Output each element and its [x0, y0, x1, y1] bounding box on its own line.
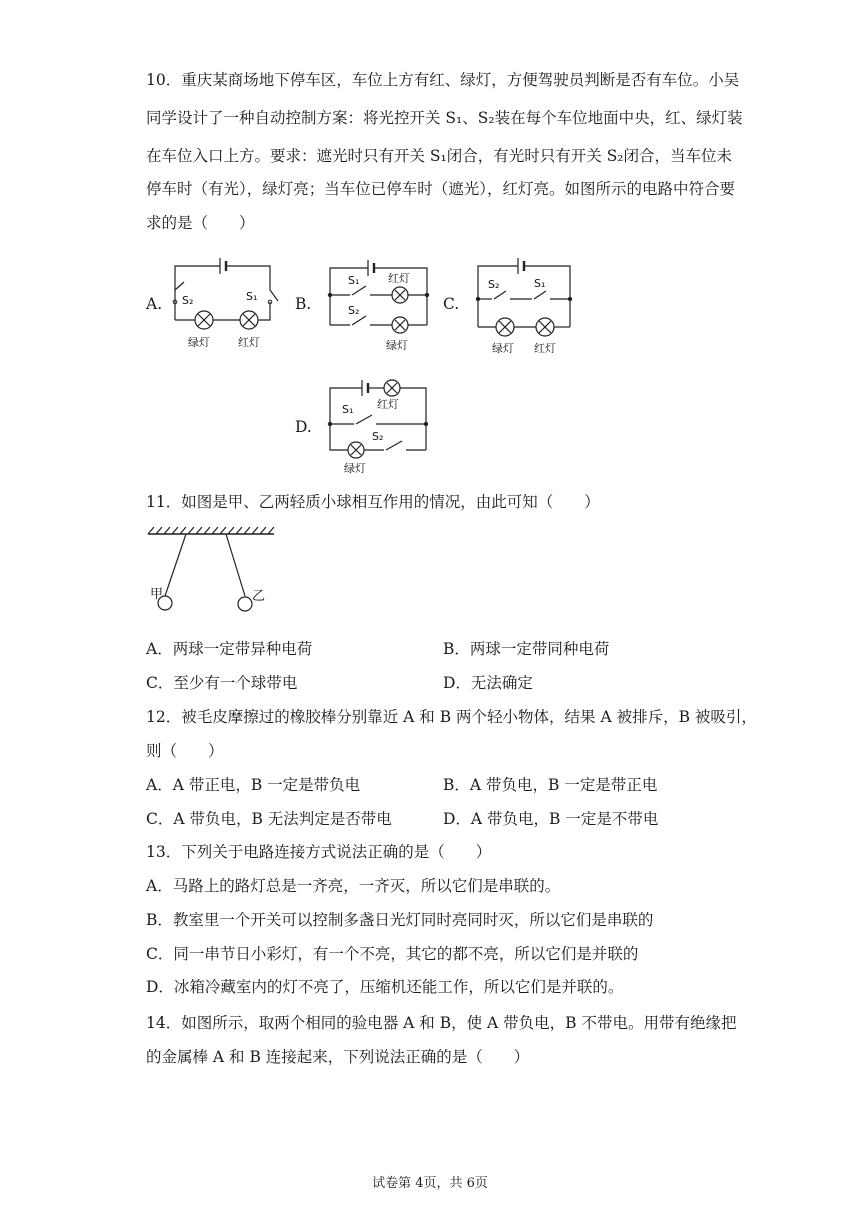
circuit-b-label: B. [295, 295, 312, 313]
q12-option-c[interactable]: C．A 带负电，B 无法判定是否带电 [146, 810, 392, 828]
circuit-c-diagram [470, 252, 580, 357]
circuit-b-green: 绿灯 [386, 339, 408, 352]
circuit-b-red: 红灯 [388, 272, 410, 285]
circuit-d-green: 绿灯 [344, 462, 366, 475]
q12-line-1: 12．被毛皮摩擦过的橡胶棒分别靠近 A 和 B 两个轻小物体，结果 A 被排斥，B 被吸引， [146, 708, 757, 726]
q10-line-3: 在车位入口上方。要求：遮光时只有开关 S₁闭合，有光时只有开关 S₂闭合，当车位未 [146, 147, 733, 165]
circuit-d-s2: S₂ [372, 430, 384, 443]
q12-line-2: 则（ ） [146, 742, 224, 760]
circuit-b-s2: S₂ [348, 304, 360, 317]
circuit-c-s1: S₁ [534, 277, 546, 290]
q12-option-d[interactable]: D．A 带负电，B 一定是不带电 [443, 810, 659, 828]
circuit-b-s1: S₁ [348, 274, 360, 287]
q11-option-c[interactable]: C．至少有一个球带电 [146, 674, 298, 692]
q11-option-d[interactable]: D．无法确定 [443, 674, 533, 692]
page-footer: 试卷第 4页，共 6页 [372, 1176, 488, 1191]
q13-stem: 13．下列关于电路连接方式说法正确的是（ ） [146, 843, 492, 861]
circuit-a-green: 绿灯 [188, 336, 210, 349]
circuit-a-red: 红灯 [238, 336, 260, 349]
q10-line-1: 10．重庆某商场地下停车区，车位上方有红、绿灯，方便驾驶员判断是否有车位。小吴 [146, 71, 740, 89]
q14-line-1: 14．如图所示，取两个相同的验电器 A 和 B，使 A 带负电，B 不带电。用带有绝缘把 [146, 1014, 737, 1032]
circuit-b-diagram [320, 250, 435, 355]
q10-line-4: 停车时（有光），绿灯亮；当车位已停车时（遮光），红灯亮。如图所示的电路中符合要 [146, 180, 736, 198]
q13-option-d[interactable]: D．冰箱冷藏室内的灯不亮了，压缩机还能工作，所以它们是并联的。 [146, 978, 624, 996]
circuit-d-s1: S₁ [342, 403, 354, 416]
q12-option-b[interactable]: B．A 带负电，B 一定是带正电 [443, 776, 658, 794]
ball-b-label: 乙 [252, 589, 266, 604]
q11-pendulum-figure [146, 524, 276, 616]
circuit-a-label: A. [146, 295, 163, 313]
q11-stem: 11．如图是甲、乙两轻质小球相互作用的情况，由此可知（ ） [146, 493, 600, 511]
q13-option-a[interactable]: A．马路上的路灯总是一齐亮，一齐灭，所以它们是串联的。 [146, 877, 561, 895]
q13-option-c[interactable]: C．同一串节日小彩灯，有一个不亮，其它的都不亮，所以它们是并联的 [146, 945, 639, 963]
q11-option-a[interactable]: A．两球一定带异种电荷 [146, 640, 313, 658]
circuit-a-s1: S₁ [246, 290, 258, 303]
q10-line-2: 同学设计了一种自动控制方案：将光控开关 S₁、S₂装在每个车位地面中央，红、绿灯装 [146, 109, 743, 127]
ball-a-label: 甲 [150, 587, 164, 602]
circuit-c-green: 绿灯 [492, 342, 514, 355]
q14-line-2: 的金属棒 A 和 B 连接起来，下列说法正确的是（ ） [146, 1048, 530, 1066]
circuit-c-label: C. [443, 295, 460, 313]
circuit-c-red: 红灯 [534, 342, 556, 355]
circuit-a-diagram [160, 252, 290, 352]
circuit-c-s2: S₂ [488, 278, 500, 291]
circuit-d-label: D. [295, 418, 312, 436]
q12-option-a[interactable]: A．A 带正电，B 一定是带负电 [146, 776, 361, 794]
q11-option-b[interactable]: B．两球一定带同种电荷 [443, 640, 610, 658]
circuit-d-red: 红灯 [377, 398, 399, 411]
circuit-d-diagram [322, 372, 437, 477]
q13-option-b[interactable]: B．教室里一个开关可以控制多盏日光灯同时亮同时灭，所以它们是串联的 [146, 911, 654, 929]
circuit-a-s2: S₂ [182, 294, 194, 307]
q10-line-5: 求的是（ ） [146, 214, 255, 232]
